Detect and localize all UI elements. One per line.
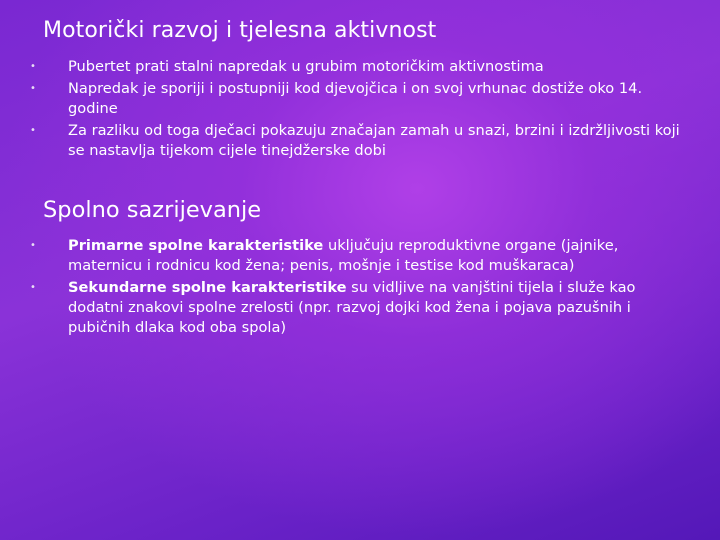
bullet-text: Za razliku od toga dječaci pokazuju značajan zamah u snazi, brzini i izdržljivosti koji se nastavlja tijekom cijele tinejdžerske dobi — [68, 122, 680, 159]
list-item — [30, 236, 688, 276]
bullet-icon: • — [30, 61, 36, 72]
list-item — [30, 79, 688, 119]
bullet-icon: • — [30, 83, 36, 94]
motor-development-list — [30, 57, 688, 163]
term-primary-characteristics: Primarne spolne karakteristike — [68, 237, 324, 254]
list-item — [30, 278, 688, 338]
bullet-text: Pubertet prati stalni napredak u grubim motoričkim aktivnostima — [68, 58, 544, 75]
section-title-sexual-maturation: Spolno sazrijevanje — [43, 197, 262, 223]
bullet-text: uključuju reproduktivne organe (jajnike, maternicu i rodnicu kod žena; penis, mošnje i testise kod muškaraca) — [68, 237, 619, 274]
bullet-text: Napredak je sporiji i postupniji kod djevojčica i on svoj vrhunac dostiže oko 14. godine — [68, 80, 643, 117]
sexual-maturation-list — [30, 236, 688, 340]
bullet-icon: • — [30, 125, 36, 136]
bullet-text: su vidljive na vanjštini tijela i služe kao dodatni znakovi spolne zrelosti (npr. razvoj dojki kod žena i pojava pazušnih i pubičnih dlaka kod oba spola) — [68, 279, 636, 336]
section-title-motor-development: Motorički razvoj i tjelesna aktivnost — [43, 18, 437, 43]
bullet-icon: • — [30, 282, 36, 293]
bullet-icon: • — [30, 240, 36, 251]
term-secondary-characteristics: Sekundarne spolne karakteristike — [68, 279, 347, 296]
list-item — [30, 57, 688, 77]
list-item — [30, 121, 688, 161]
